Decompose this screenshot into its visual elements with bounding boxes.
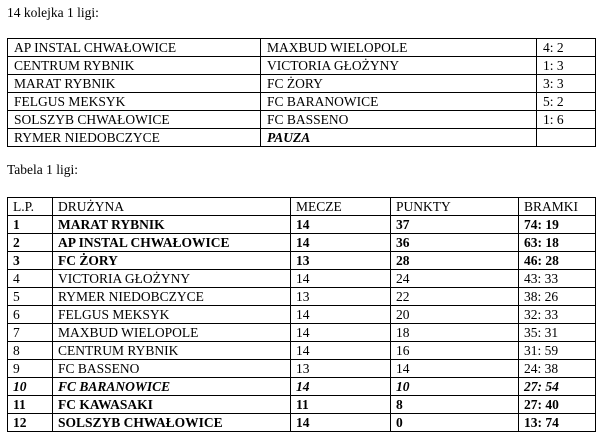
position: 1 (8, 216, 53, 234)
team-name: FC BARANOWICE (53, 378, 291, 396)
goals: 38: 26 (519, 288, 596, 306)
table-row (8, 306, 596, 324)
table-row (8, 270, 596, 288)
position: 2 (8, 234, 53, 252)
position: 10 (8, 378, 53, 396)
goals: 27: 54 (519, 378, 596, 396)
match-row (8, 129, 596, 147)
team-name: FC KAWASAKI (53, 396, 291, 414)
team-name: FC ŻORY (53, 252, 291, 270)
team-name: FC BASSENO (53, 360, 291, 378)
home-team: RYMER NIEDOBCZYCE (8, 129, 261, 147)
match-row (8, 39, 596, 57)
matches-played: 14 (291, 306, 391, 324)
goals: 27: 40 (519, 396, 596, 414)
match-row (8, 111, 596, 129)
goals: 32: 33 (519, 306, 596, 324)
points: 20 (391, 306, 519, 324)
table-row (8, 378, 596, 396)
team-name: CENTRUM RYBNIK (53, 342, 291, 360)
home-team: FELGUS MEKSYK (8, 93, 261, 111)
position: 7 (8, 324, 53, 342)
position: 3 (8, 252, 53, 270)
goals: 74: 19 (519, 216, 596, 234)
match-row (8, 93, 596, 111)
matches-played: 14 (291, 378, 391, 396)
position: 8 (8, 342, 53, 360)
table-row (8, 234, 596, 252)
points: 0 (391, 414, 519, 432)
table-row (8, 396, 596, 414)
matches-played: 14 (291, 216, 391, 234)
team-name: MAXBUD WIELOPOLE (53, 324, 291, 342)
goals: 63: 18 (519, 234, 596, 252)
column-header-team: DRUŻYNA (53, 198, 291, 216)
team-name: FELGUS MEKSYK (53, 306, 291, 324)
points: 18 (391, 324, 519, 342)
team-name: RYMER NIEDOBCZYCE (53, 288, 291, 306)
matches-table (7, 38, 596, 147)
away-team: FC BARANOWICE (261, 93, 537, 111)
points: 24 (391, 270, 519, 288)
table-header-row (8, 198, 596, 216)
goals: 13: 74 (519, 414, 596, 432)
matches-played: 13 (291, 288, 391, 306)
round-heading: 14 kolejka 1 ligi: (7, 5, 99, 20)
team-name: VICTORIA GŁOŻYNY (53, 270, 291, 288)
matches-played: 11 (291, 396, 391, 414)
table-row (8, 252, 596, 270)
points: 22 (391, 288, 519, 306)
table-row (8, 342, 596, 360)
table-row (8, 360, 596, 378)
home-team: MARAT RYBNIK (8, 75, 261, 93)
column-header-goals: BRAMKI (519, 198, 596, 216)
column-header-points: PUNKTY (391, 198, 519, 216)
position: 5 (8, 288, 53, 306)
position: 12 (8, 414, 53, 432)
table-row (8, 288, 596, 306)
match-row (8, 75, 596, 93)
column-header-played: MECZE (291, 198, 391, 216)
home-team: SOLSZYB CHWAŁOWICE (8, 111, 261, 129)
points: 37 (391, 216, 519, 234)
match-score: 4: 2 (537, 39, 596, 57)
matches-played: 14 (291, 324, 391, 342)
matches-played: 13 (291, 252, 391, 270)
away-team: VICTORIA GŁOŻYNY (261, 57, 537, 75)
matches-played: 14 (291, 270, 391, 288)
match-score: 1: 3 (537, 57, 596, 75)
goals: 35: 31 (519, 324, 596, 342)
points: 28 (391, 252, 519, 270)
table-row (8, 324, 596, 342)
matches-played: 14 (291, 414, 391, 432)
position: 6 (8, 306, 53, 324)
points: 36 (391, 234, 519, 252)
table-row (8, 216, 596, 234)
goals: 46: 28 (519, 252, 596, 270)
position: 11 (8, 396, 53, 414)
team-name: AP INSTAL CHWAŁOWICE (53, 234, 291, 252)
points: 16 (391, 342, 519, 360)
standings-table (7, 197, 596, 432)
match-row (8, 57, 596, 75)
position: 9 (8, 360, 53, 378)
position: 4 (8, 270, 53, 288)
home-team: CENTRUM RYBNIK (8, 57, 261, 75)
away-team: FC BASSENO (261, 111, 537, 129)
away-team: MAXBUD WIELOPOLE (261, 39, 537, 57)
column-header-position: L.P. (8, 198, 53, 216)
matches-played: 14 (291, 234, 391, 252)
points: 14 (391, 360, 519, 378)
away-team: FC ŻORY (261, 75, 537, 93)
match-score: 1: 6 (537, 111, 596, 129)
goals: 31: 59 (519, 342, 596, 360)
matches-played: 13 (291, 360, 391, 378)
points: 8 (391, 396, 519, 414)
match-score: 5: 2 (537, 93, 596, 111)
standings-heading: Tabela 1 ligi: (7, 162, 79, 177)
matches-played: 14 (291, 342, 391, 360)
home-team: AP INSTAL CHWAŁOWICE (8, 39, 261, 57)
pause-label: PAUZA (261, 129, 537, 147)
goals: 43: 33 (519, 270, 596, 288)
match-score (537, 129, 596, 147)
goals: 24: 38 (519, 360, 596, 378)
table-row (8, 414, 596, 432)
points: 10 (391, 378, 519, 396)
team-name: MARAT RYBNIK (53, 216, 291, 234)
team-name: SOLSZYB CHWAŁOWICE (53, 414, 291, 432)
match-score: 3: 3 (537, 75, 596, 93)
